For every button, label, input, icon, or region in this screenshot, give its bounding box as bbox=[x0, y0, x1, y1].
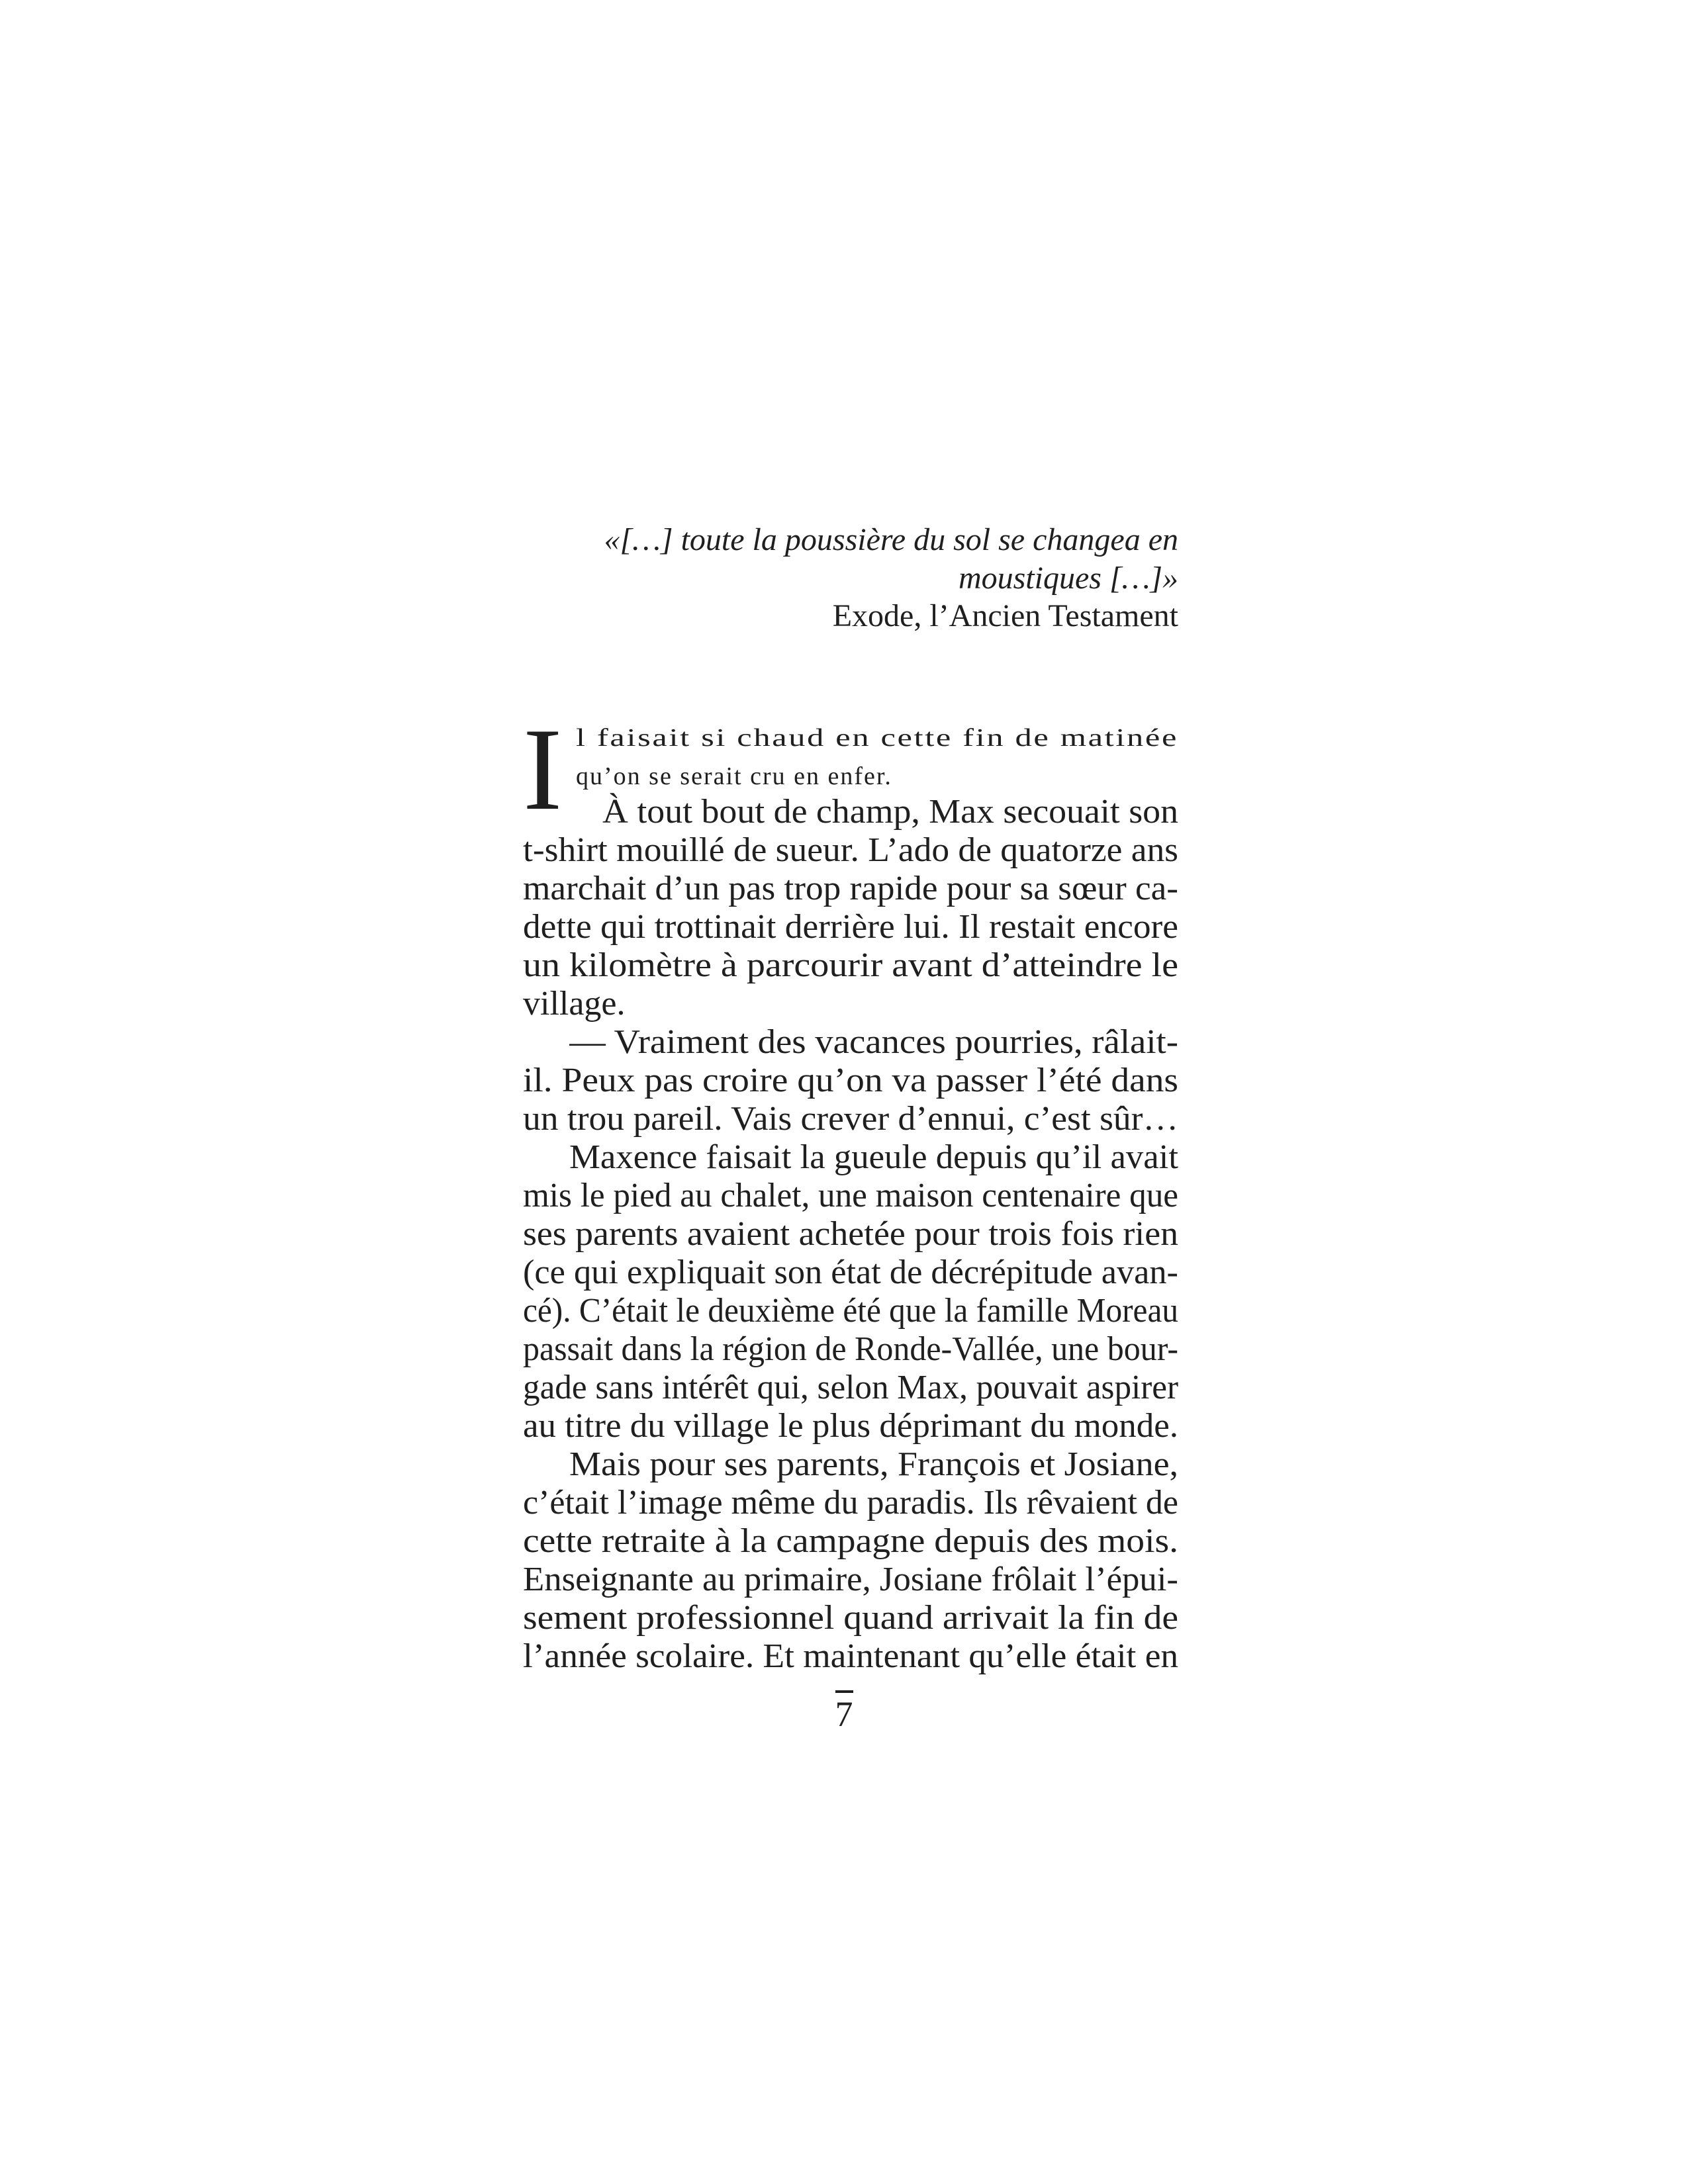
body-line: au titre du village le plus déprimant du monde. bbox=[523, 1407, 1178, 1445]
body-line: À tout bout de champ, Max secouait son bbox=[602, 793, 1178, 831]
body-line: cette retraite à la campagne depuis des mois. bbox=[523, 1522, 1178, 1560]
opening-line: qu’on se serait cru en enfer. bbox=[576, 762, 892, 790]
body-line: Enseignante au primaire, Josiane frôlait l’épui- bbox=[523, 1561, 1178, 1598]
epigraph-line-2: moustiques […]» bbox=[958, 561, 1178, 596]
body-line: sement professionnel quand arrivait la fin de bbox=[523, 1599, 1178, 1637]
body-line: — Vraiment des vacances pourries, râlait- bbox=[569, 1023, 1178, 1061]
body-line: il. Peux pas croire qu’on va passer l’été dans bbox=[523, 1062, 1178, 1099]
body-line: dette qui trottinait derrière lui. Il restait encore bbox=[523, 908, 1178, 946]
page-number bbox=[0, 1694, 1688, 1734]
body-line: gade sans intérêt qui, selon Max, pouvait aspirer bbox=[523, 1369, 1178, 1406]
body-line: (ce qui expliquait son état de décrépitude avan- bbox=[523, 1253, 1178, 1291]
body-line: t-shirt mouillé de sueur. L’ado de quatorze ans bbox=[523, 831, 1178, 869]
drop-cap: I bbox=[523, 704, 563, 835]
opening-line: l faisait si chaud en cette fin de matinée bbox=[576, 724, 1178, 752]
body-line: un kilomètre à parcourir avant d’atteindre le bbox=[523, 946, 1178, 984]
page-number-value: 7 bbox=[835, 1690, 853, 1734]
body-line: l’année scolaire. Et maintenant qu’elle était en bbox=[523, 1637, 1178, 1675]
body-line: ses parents avaient achetée pour trois fois rien bbox=[523, 1215, 1178, 1253]
body-line: c’était l’image même du paradis. Ils rêvaient de bbox=[523, 1484, 1178, 1522]
body-line: village. bbox=[523, 985, 626, 1023]
body-line: Mais pour ses parents, François et Josiane, bbox=[569, 1445, 1178, 1483]
body-line: marchait d’un pas trop rapide pour sa sœur ca- bbox=[523, 870, 1178, 907]
body-line: mis le pied au chalet, une maison centenaire que bbox=[523, 1177, 1178, 1214]
body-line: cé). C’était le deuxième été que la famille Moreau bbox=[523, 1292, 1178, 1330]
body-line: passait dans la région de Ronde-Vallée, une bour- bbox=[523, 1330, 1178, 1368]
body-line: un trou pareil. Vais crever d’ennui, c’est sûr… bbox=[523, 1100, 1178, 1138]
body-line: Maxence faisait la gueule depuis qu’il avait bbox=[569, 1138, 1178, 1176]
epigraph-line-1: «[…] toute la poussière du sol se changea en bbox=[604, 522, 1178, 557]
epigraph-source: Exode, l’Ancien Testament bbox=[832, 598, 1178, 633]
